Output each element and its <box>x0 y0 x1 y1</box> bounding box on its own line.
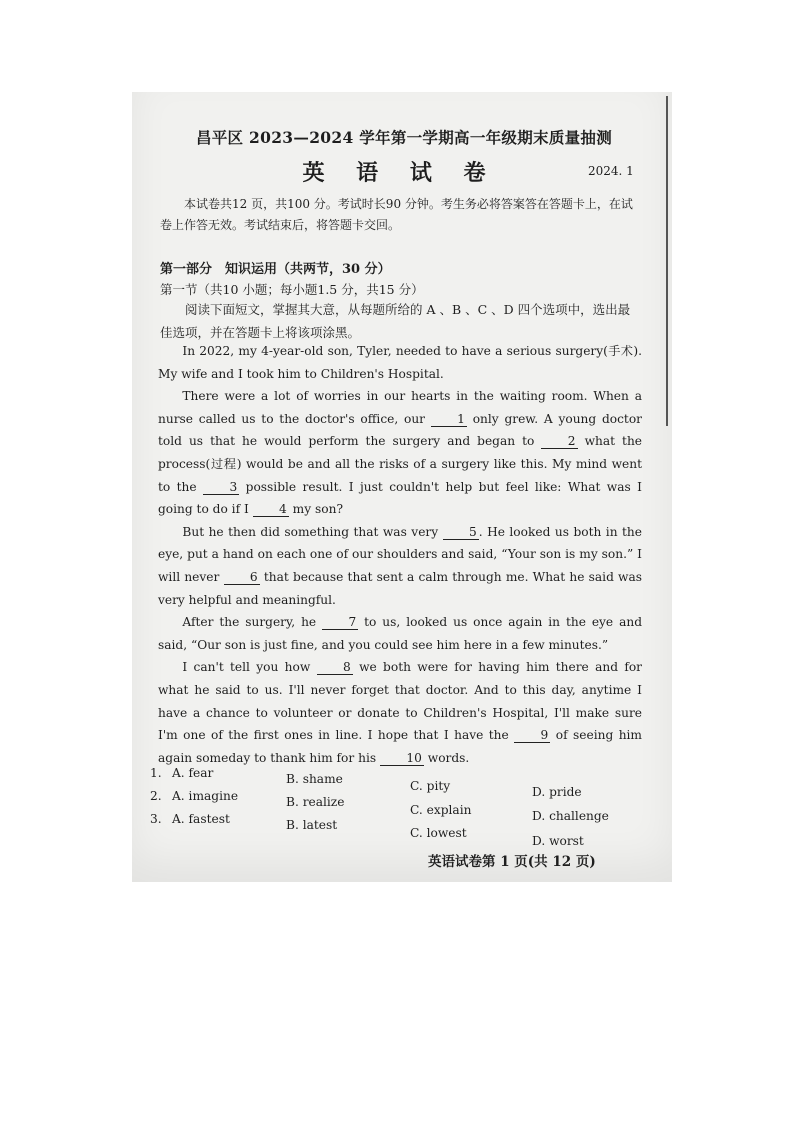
blank-2: 2 <box>541 434 577 449</box>
passage-text: But he then did something that was very <box>182 524 443 539</box>
part-one-title: 第一部分 知识运用（共两节，30 分） <box>160 262 391 277</box>
blank-3: 3 <box>203 480 239 495</box>
passage-text: to us, looked us once again in the eye and said, “Our son is just fine, and you could see him here in a few minutes.” <box>158 615 642 652</box>
blank-5: 5 <box>443 525 479 540</box>
passage-text: only grew. A young doctor told us that he would perform the surgery and began to <box>158 411 642 449</box>
option-d: D. worst <box>532 834 584 848</box>
passage-text: that because that sent a calm through me. What he said was very helpful and meaningful. <box>158 569 643 607</box>
option-a: A. fastest <box>172 812 230 826</box>
question-number: 3. <box>150 812 162 826</box>
passage-text: of seeing him again someday to thank him for his <box>158 728 642 765</box>
page-footer: 英语试卷第 1 页(共 12 页) <box>428 854 596 870</box>
question-number: 1. <box>150 766 162 780</box>
option-b: B. latest <box>286 818 338 832</box>
option-a: A. fear <box>172 766 214 780</box>
blank-10: 10 <box>380 751 424 766</box>
page-fold-line <box>666 96 668 426</box>
question-number: 2. <box>150 789 162 803</box>
option-d: D. challenge <box>532 809 609 823</box>
question-row-3 <box>150 812 650 848</box>
blank-7: 7 <box>322 615 358 630</box>
section-directions: 阅读下面短文，掌握其大意，从每题所给的 A 、B 、C 、D 四个选项中，选出最佳选项，并在答题卡上将该项涂黑。 <box>160 302 631 340</box>
passage-paragraph-1: In 2022, my 4-year-old son, Tyler, needed to have a serious surgery(手术). My wife and I took him to Children's Hospital. <box>158 344 642 381</box>
answer-options <box>150 766 650 850</box>
blank-4: 4 <box>253 502 289 517</box>
blank-9: 9 <box>514 728 550 743</box>
passage-text: we both were for having him there and for what he said to us. I'll never forget that doctor. And to this day, anytime I have a chance to volunteer or donate to Children's Hospital, I'll make sure I'm one of the first ones in line. I hope that I have the <box>158 660 642 743</box>
passage-text: There were a lot of worries in our hearts in the waiting room. When a nurse called us to the doctor's office, our <box>158 389 642 426</box>
passage-text: what the process(过程) would be and all the risks of a surgery like this. My mind went to the <box>158 434 643 494</box>
option-c: C. pity <box>410 779 451 793</box>
passage-text: my son? <box>288 502 343 517</box>
passage-text: I can't tell you how <box>182 660 317 675</box>
section-one-title: 第一节（共10 小题；每小题1.5 分，共15 分） <box>160 282 424 297</box>
cloze-passage <box>158 340 642 769</box>
blank-6: 6 <box>224 570 260 585</box>
option-b: B. shame <box>286 772 343 786</box>
option-c: C. explain <box>410 803 472 817</box>
subject-title: 英 语 试 卷 <box>302 160 498 186</box>
passage-text: After the surgery, he <box>182 615 323 630</box>
exam-title: 昌平区 2023—2024 学年第一学期高一年级期末质量抽测 <box>195 128 613 147</box>
option-a: A. imagine <box>172 789 239 803</box>
blank-8: 8 <box>317 660 353 675</box>
exam-date: 2024. 1 <box>588 164 634 178</box>
passage-paragraph-3 <box>158 521 642 611</box>
passage-paragraph-4 <box>158 611 642 656</box>
passage-text: words. <box>423 750 470 765</box>
exam-instructions: 本试卷共12 页，共100 分。考试时长90 分钟。考生务必将答案答在答题卡上，在试卷上作答无效。考试结束后，将答题卡交回。 <box>160 197 633 232</box>
passage-text: . He looked us both in the eye, put a hand on each one of our shoulders and said, “Your son is my son.” I will never <box>158 524 642 584</box>
option-c: C. lowest <box>410 826 467 840</box>
passage-paragraph-2 <box>158 385 642 521</box>
blank-1: 1 <box>431 412 467 427</box>
passage-paragraph-5 <box>158 656 642 769</box>
passage-text: possible result. I just couldn't help but feel like: What was I going to do if I <box>158 479 642 517</box>
option-d: D. pride <box>532 785 582 799</box>
option-b: B. realize <box>286 795 345 809</box>
